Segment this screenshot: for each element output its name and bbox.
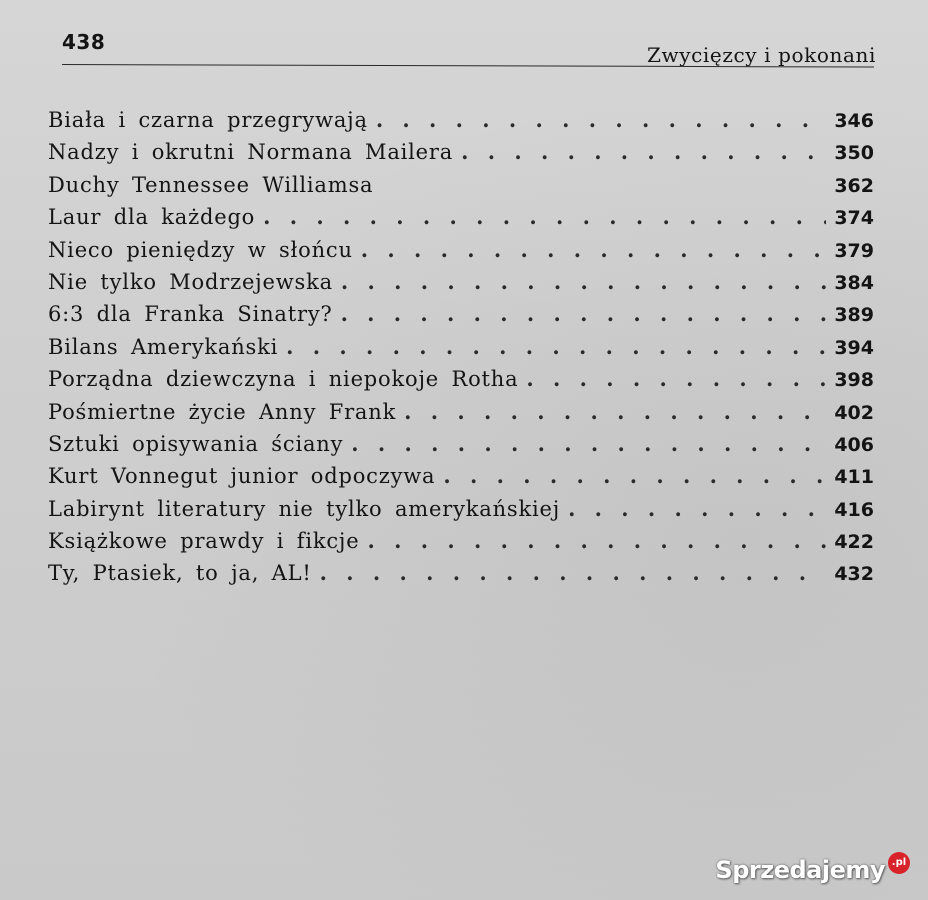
page-number: 438 <box>62 30 106 54</box>
dot-leader <box>320 557 826 589</box>
toc-entry <box>48 396 874 428</box>
dot-leader <box>361 234 826 266</box>
toc-entry-title: Porządna dziewczyna i niepokoje Rotha <box>48 367 519 392</box>
toc-entry-page: 362 <box>834 174 874 197</box>
toc-entry <box>48 169 874 201</box>
toc-entry <box>48 201 874 233</box>
dot-leader <box>443 460 826 492</box>
toc-entry-page: 384 <box>834 271 874 294</box>
running-title: Zwycięzcy i pokonani <box>647 43 876 67</box>
toc-entry-title: Bilans Amerykański <box>48 334 279 359</box>
dot-leader <box>376 104 826 136</box>
toc-entry-page: 374 <box>834 207 874 230</box>
toc-entry-title: Nieco pieniędzy w słońcu <box>48 237 353 262</box>
toc-entry-title: Sztuki opisywania ściany <box>48 431 344 456</box>
toc-entry-page: 402 <box>834 401 874 424</box>
toc-entry-page: 398 <box>834 369 874 392</box>
toc-entry-page: 394 <box>834 336 874 359</box>
toc-entry-title: Książkowe prawdy i fikcje <box>48 529 360 554</box>
dot-leader <box>526 363 826 395</box>
toc-entry-title: Biała i czarna przegrywają <box>48 108 368 132</box>
toc-entry-page: 389 <box>834 304 874 327</box>
toc-entry-title: Laur dla każdego <box>48 205 256 230</box>
dot-leader <box>404 396 826 428</box>
dot-leader <box>341 298 826 330</box>
watermark-badge: .pl <box>888 852 910 874</box>
toc-entry-title: Duchy Tennessee Williamsa <box>48 172 374 197</box>
toc-entry-page: 406 <box>834 433 874 456</box>
toc-entry-page: 379 <box>834 239 874 262</box>
toc-entry-title: 6:3 dla Franka Sinatry? <box>48 302 333 327</box>
toc-entry-title: Kurt Vonnegut junior odpoczywa <box>48 464 436 489</box>
toc-entry-title: Nadzy i okrutni Normana Mailera <box>48 140 454 165</box>
toc-entry-title: Ty, Ptasiek, to ja, AL! <box>48 561 312 586</box>
dot-leader <box>367 525 826 557</box>
watermark-text: Sprzedajemy <box>715 856 885 884</box>
toc-entry <box>48 525 874 557</box>
table-of-contents <box>48 104 874 590</box>
toc-entry-title: Nie tylko Modrzejewska <box>48 269 333 294</box>
toc-entry <box>48 104 874 136</box>
toc-entry-page: 350 <box>834 142 874 165</box>
toc-entry <box>48 460 874 492</box>
toc-entry <box>48 331 874 363</box>
toc-entry <box>48 557 874 589</box>
toc-entry <box>48 266 874 298</box>
toc-entry-page: 346 <box>834 110 874 132</box>
dot-leader <box>351 428 826 460</box>
dot-leader <box>568 493 826 525</box>
running-head <box>62 30 876 70</box>
toc-entry <box>48 493 874 525</box>
toc-entry-page: 411 <box>834 466 874 489</box>
toc-entry <box>48 428 874 460</box>
toc-entry <box>48 136 874 168</box>
toc-entry-page: 432 <box>834 563 874 586</box>
dot-leader <box>286 331 826 363</box>
toc-entry-title: Labirynt literatury nie tylko amerykańskiej <box>48 496 561 521</box>
toc-entry <box>48 363 874 395</box>
dot-leader <box>461 136 826 168</box>
toc-entry <box>48 234 874 266</box>
toc-entry-page: 422 <box>834 531 874 554</box>
toc-entry <box>48 298 874 330</box>
toc-entry-title: Pośmiertne życie Anny Frank <box>48 399 397 424</box>
dot-leader <box>263 201 826 233</box>
dot-leader <box>341 266 826 298</box>
toc-entry-page: 416 <box>834 498 874 521</box>
watermark-logo <box>715 856 910 884</box>
